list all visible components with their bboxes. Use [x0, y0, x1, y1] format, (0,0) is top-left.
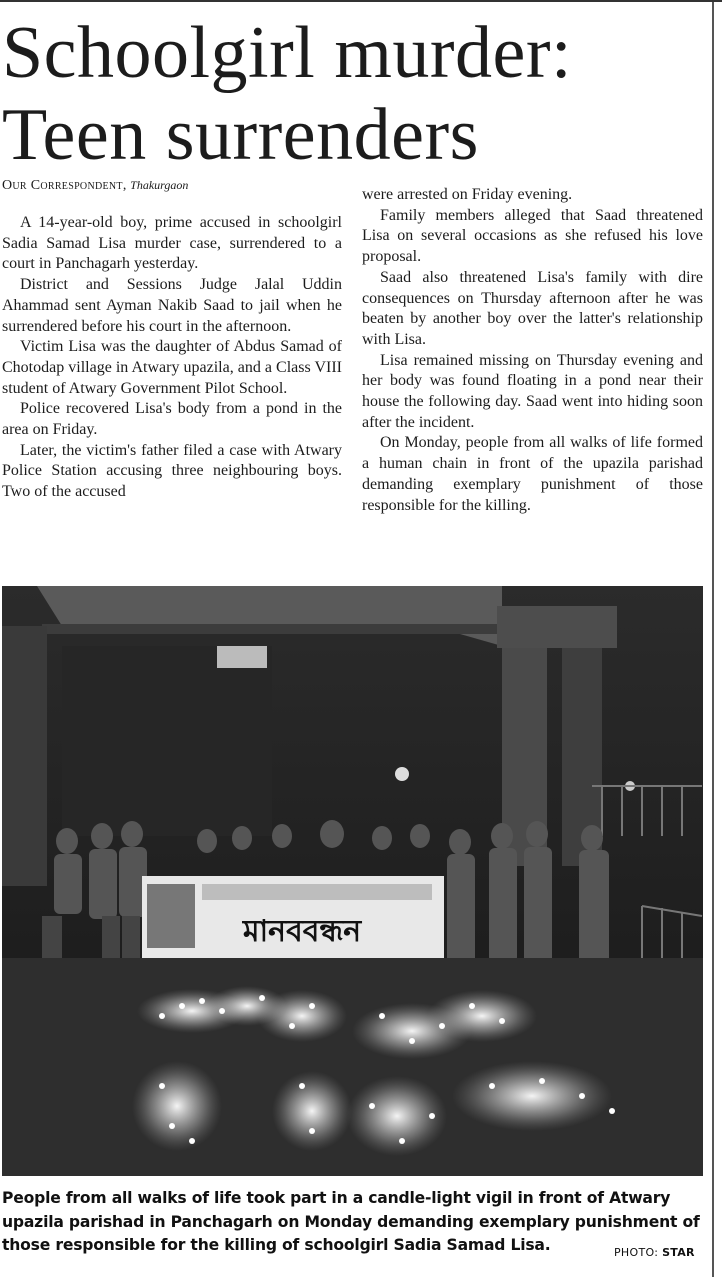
news-photo	[2, 586, 703, 1176]
paragraph-continued: were arrested on Friday evening.	[362, 186, 573, 203]
paragraph: Police recovered Lisa's body from a pond in the area on Friday.	[2, 400, 342, 439]
byline-name: Our Correspondent,	[2, 178, 127, 193]
top-rule	[0, 0, 722, 2]
paragraph: On Monday, people from all walks of life formed a human chain in front of the upazila parishad demanding exemplary punishment of those responsible for the killing.	[362, 434, 703, 514]
banner-text: মানববন্ধন	[242, 914, 362, 949]
paragraph: District and Sessions Judge Jalal Uddin Ahammad sent Ayman Nakib Saad to jail when he surrendered before his court in the afternoon.	[2, 276, 342, 335]
article-column-right	[362, 185, 703, 516]
paragraph: Lisa remained missing on Thursday evening and her body was found floating in a pond near their house the following day. Saad went into hiding soon after the incident.	[362, 351, 703, 431]
paragraph: A 14-year-old boy, prime accused in schoolgirl Sadia Samad Lisa murder case, surrendered to a court in Panchagarh yesterday.	[2, 214, 342, 273]
vigil-photo-illustration	[2, 586, 703, 1176]
byline	[2, 176, 347, 195]
photo-credit	[614, 1246, 695, 1259]
photo-credit-source: STAR	[662, 1246, 695, 1259]
paragraph: Victim Lisa was the daughter of Abdus Samad of Chotodap village in Atwary upazila, and a Class VIII student of Atwary Government Pilot School.	[2, 338, 342, 397]
article-column-left	[2, 213, 342, 503]
photo-credit-label: PHOTO:	[614, 1246, 659, 1259]
paragraph: Family members alleged that Saad threatened Lisa on several occasions as she refused his love proposal.	[362, 206, 703, 266]
paragraph: Saad also threatened Lisa's family with dire consequences on Thursday afternoon after he was beaten by another boy over the latter's relationship with Lisa.	[362, 268, 703, 348]
byline-place: Thakurgaon	[130, 178, 189, 192]
paragraph: Later, the victim's father filed a case with Atwary Police Station accusing three neighbouring boys. Two of the accused	[2, 441, 342, 501]
column-rule	[712, 2, 714, 1277]
photo-caption: People from all walks of life took part in a candle-light vigil in front of Atwary upazila parishad in Panchagarh on Monday demanding exemplary punishment of those responsible for the killing of schoolgirl Sadia Samad Lisa.	[2, 1189, 700, 1254]
headline: Schoolgirl murder: Teen surrenders	[2, 12, 573, 176]
